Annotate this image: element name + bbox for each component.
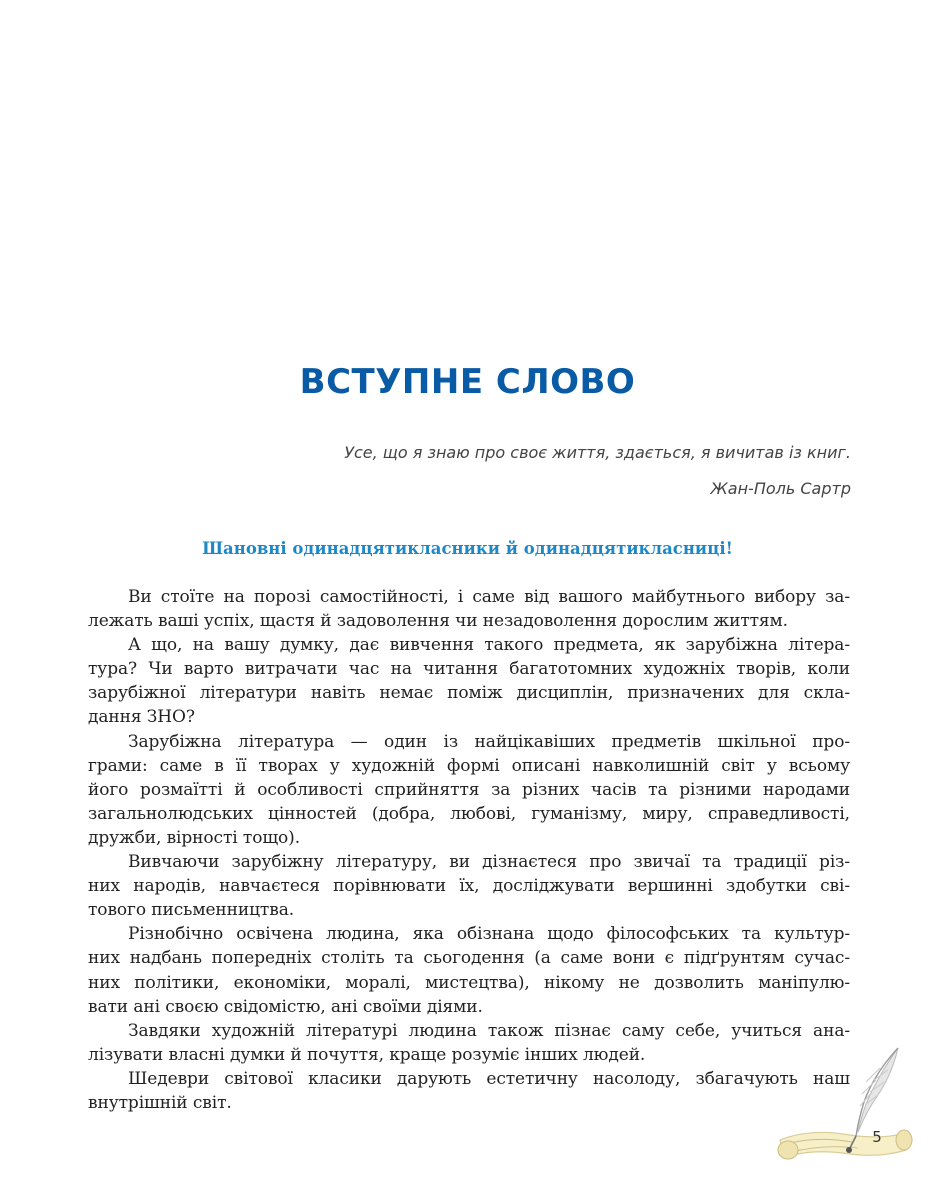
body-line: тура? Чи варто витрачати час на читання багатотомних художніх творів, коли — [88, 659, 850, 680]
body-line: них народів, навчаєтеся порівнювати їх, досліджувати вершинні здобутки сві- — [88, 876, 850, 897]
body-line: вати ані своєю свідомістю, ані своїми діями. — [88, 996, 483, 1017]
body-line: загальнолюдських цінностей (добра, любові, гуманізму, миру, справедливості, — [88, 803, 850, 824]
body-line: внутрішній світ. — [88, 1092, 232, 1113]
body-line: зарубіжної літератури навіть немає поміж дисциплін, призначених для скла- — [88, 683, 850, 704]
body-line: Зарубіжна література — один із найцікавіших предметів шкільної про- — [128, 731, 850, 752]
body-line: лежать ваші успіх, щастя й задоволення чи незадоволення дорослим життям. — [88, 611, 788, 632]
body-line: дання ЗНО? — [88, 707, 195, 728]
body-line: дружби, вірності тощо). — [88, 827, 301, 848]
body-line: грами: саме в її творах у художній формі описані навколишній світ у всьому — [88, 755, 850, 776]
greeting-heading: Шановні одинадцятикласники й одинадцятикласниці! — [202, 539, 733, 558]
page-title: ВСТУПНЕ СЛОВО — [299, 362, 636, 402]
body-line: тового письменництва. — [88, 900, 295, 921]
quill-scroll-icon — [770, 1040, 920, 1170]
page-number: 5 — [872, 1128, 882, 1146]
body-line: Завдяки художній літературі людина також пізнає саму себе, учиться ана- — [128, 1020, 850, 1041]
epigraph-author: Жан-Поль Сартр — [710, 479, 851, 498]
body-line: Вивчаючи зарубіжну літературу, ви дізнаєтеся про звичаї та традиції різ- — [128, 852, 850, 873]
body-line: них надбань попередніх століть та сьогодення (а саме вони є підґрунтям сучас- — [88, 948, 850, 969]
body-line: А що, на вашу думку, дає вивчення такого предмета, як зарубіжна літера- — [128, 635, 850, 656]
body-line: його розмаїтті й особливості сприйняття за різних часів та різними народами — [88, 779, 850, 800]
epigraph-quote: Усе, що я знаю про своє життя, здається, я вичитав із книг. — [344, 443, 851, 462]
body-text — [88, 585, 850, 1115]
body-line: лізувати власні думки й почуття, краще розуміє інших людей. — [88, 1044, 646, 1065]
body-line: Різнобічно освічена людина, яка обізнана щодо філософських та культур- — [128, 924, 850, 945]
body-line: Шедеври світової класики дарують естетичну насолоду, збагачують наш — [128, 1068, 850, 1089]
body-line: Ви стоїте на порозі самостійності, і саме від вашого майбутнього вибору за- — [128, 587, 850, 607]
body-line: них політики, економіки, моралі, мистецтва), нікому не дозволить маніпулю- — [88, 972, 850, 993]
